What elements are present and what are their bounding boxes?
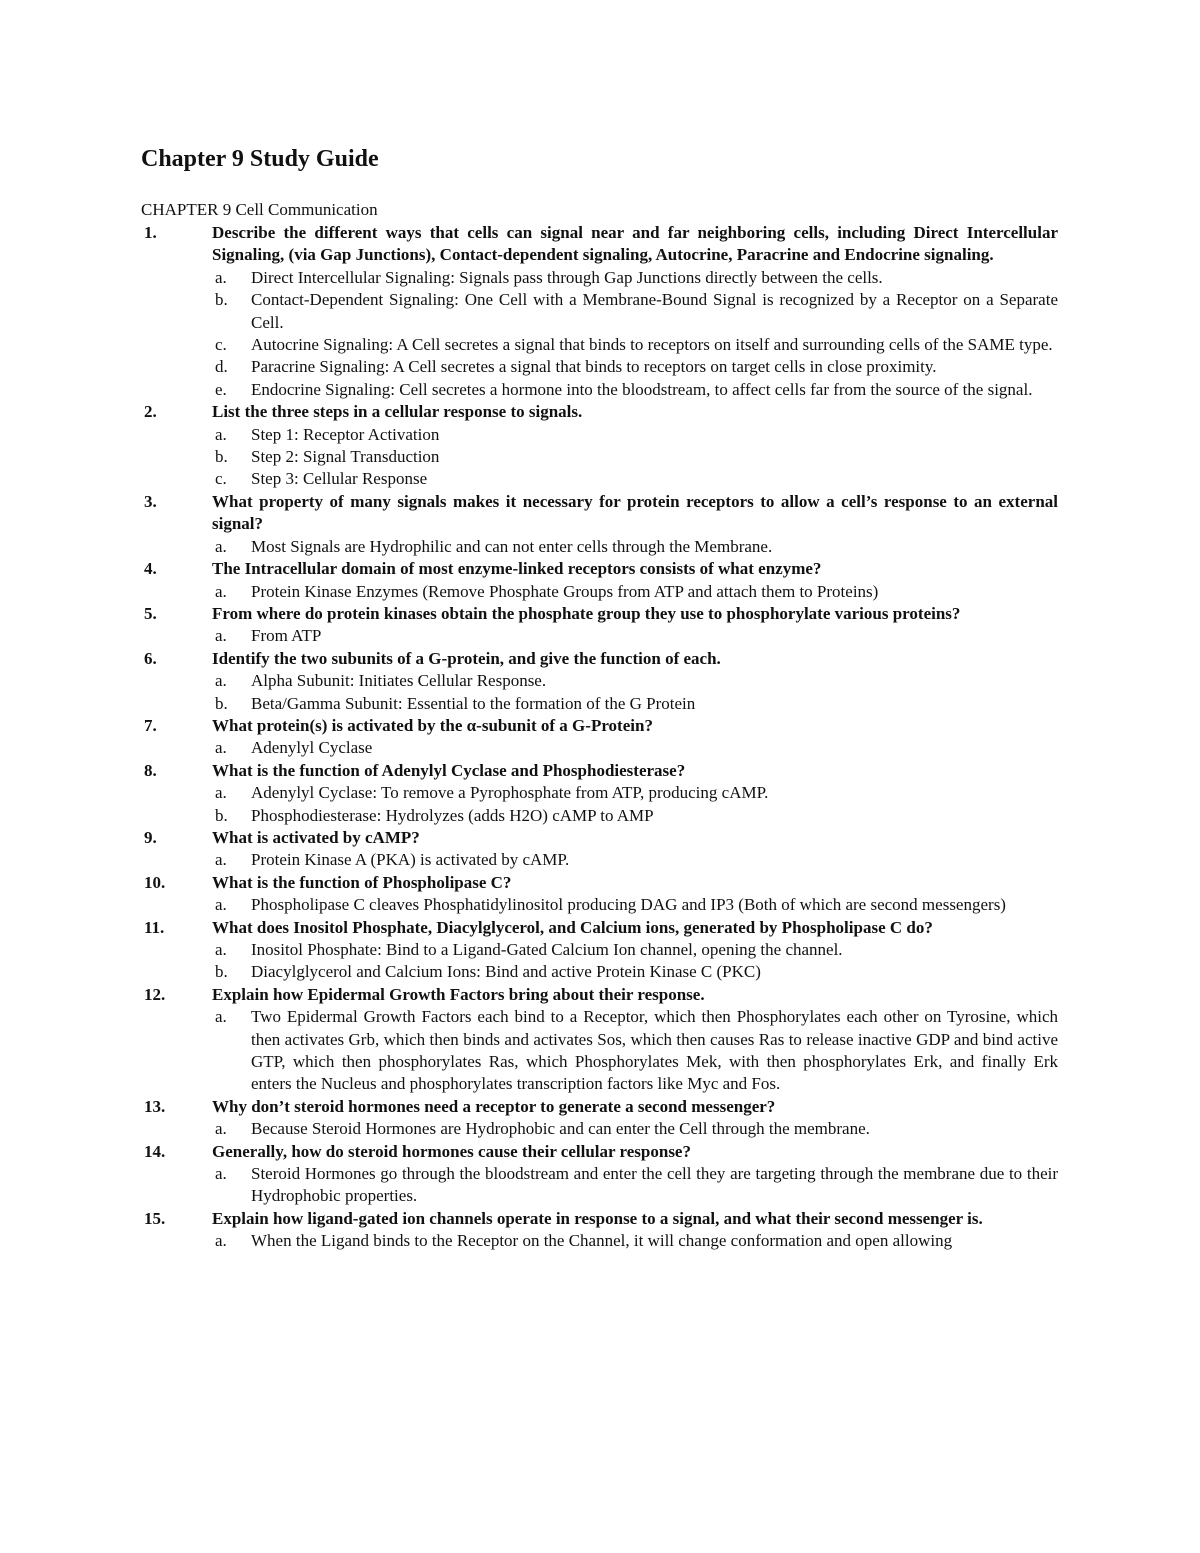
answer-letter: c. xyxy=(215,469,227,489)
question-number: 10. xyxy=(144,872,166,892)
answer-letter: a. xyxy=(215,536,227,556)
answer-letter: a. xyxy=(215,671,227,691)
question-text: Describe the different ways that cells can signal near and far neighboring cells, including Direct Intercellular Signaling, (via Gap Junctions), Contact-dependent signaling, Autocrine, Paracrine and Endocrine signaling. xyxy=(212,223,1058,265)
answer-text: Adenylyl Cyclase xyxy=(251,738,373,758)
question-text: Explain how ligand-gated ion channels operate in response to a signal, and what their second messenger is. xyxy=(212,1208,983,1228)
answer-text: Phospholipase C cleaves Phosphatidylinositol producing DAG and IP3 (Both of which are second messengers) xyxy=(251,895,1006,915)
answer-text: Phosphodiesterase: Hydrolyzes (adds H2O) cAMP to AMP xyxy=(251,805,654,825)
answer-item xyxy=(141,693,1058,715)
question-number: 5. xyxy=(144,603,157,623)
page-title: Chapter 9 Study Guide xyxy=(141,146,379,172)
answer-list xyxy=(141,581,1058,603)
question-number: 14. xyxy=(144,1141,166,1161)
answer-letter: a. xyxy=(215,783,227,803)
answer-list xyxy=(141,849,1058,871)
question-number: 15. xyxy=(144,1208,166,1228)
question-text: List the three steps in a cellular response to signals. xyxy=(212,402,583,422)
answer-list xyxy=(141,625,1058,647)
answer-text: Two Epidermal Growth Factors each bind to a Receptor, which then Phosphorylates each other on Tyrosine, which then activates Grb, which then binds and activates Sos, which then causes Ras to release inactive GDP and bind active GTP, which then phosphorylates Ras, which Phosphorylates Mek, with then phosphorylates Erk, and finally Erk enters the Nucleus and phosphorylates transcription factors like Myc and Fos. xyxy=(251,1007,1058,1094)
answer-text: Step 1: Receptor Activation xyxy=(251,424,440,444)
question-item xyxy=(141,1096,1058,1141)
answer-item xyxy=(141,737,1058,759)
answer-text: Inositol Phosphate: Bind to a Ligand-Gated Calcium Ion channel, opening the channel. xyxy=(251,940,843,959)
answer-letter: e. xyxy=(215,379,227,399)
answer-list xyxy=(141,1006,1058,1096)
answer-letter: c. xyxy=(215,335,227,355)
answer-item xyxy=(141,356,1058,378)
answer-letter: b. xyxy=(215,805,228,825)
question-item xyxy=(141,760,1058,827)
question-number: 4. xyxy=(144,559,157,579)
answer-item xyxy=(141,939,1058,961)
answer-letter: a. xyxy=(215,424,227,444)
chapter-subtitle: CHAPTER 9 Cell Communication xyxy=(141,200,378,219)
question-number: 1. xyxy=(144,223,157,242)
answer-item xyxy=(141,782,1058,804)
question-item xyxy=(141,917,1058,984)
answer-list xyxy=(141,737,1058,759)
question-text: Generally, how do steroid hormones cause their cellular response? xyxy=(212,1141,691,1161)
answer-letter: a. xyxy=(215,738,227,758)
answer-item xyxy=(141,334,1058,356)
answer-text: When the Ligand binds to the Receptor on the Channel, it will change conformation and open allowing xyxy=(251,1231,953,1251)
question-text: Explain how Epidermal Growth Factors bring about their response. xyxy=(212,984,705,1004)
answer-text: Adenylyl Cyclase: To remove a Pyrophosphate from ATP, producing cAMP. xyxy=(251,783,769,803)
answer-item xyxy=(141,581,1058,603)
answer-text: Protein Kinase A (PKA) is activated by cAMP. xyxy=(251,850,570,870)
question-number: 12. xyxy=(144,984,166,1004)
answer-letter: a. xyxy=(215,850,227,870)
question-text: Why don’t steroid hormones need a receptor to generate a second messenger? xyxy=(212,1096,776,1116)
question-item xyxy=(141,827,1058,872)
answer-text: Steroid Hormones go through the bloodstream and enter the cell they are targeting through the membrane due to their Hydrophobic properties. xyxy=(251,1164,1058,1206)
question-number: 6. xyxy=(144,648,157,668)
answer-list xyxy=(141,1118,1058,1140)
question-item xyxy=(141,491,1058,558)
question-item xyxy=(141,1208,1058,1253)
answer-item xyxy=(141,424,1058,446)
answer-list xyxy=(141,1163,1058,1208)
answer-letter: b. xyxy=(215,290,228,310)
question-item xyxy=(141,222,1058,401)
question-number: 7. xyxy=(144,715,157,735)
question-text: What is activated by cAMP? xyxy=(212,827,420,847)
answer-item xyxy=(141,670,1058,692)
answer-list xyxy=(141,782,1058,827)
answer-item xyxy=(141,849,1058,871)
answer-item xyxy=(141,536,1058,558)
question-number: 2. xyxy=(144,402,157,422)
answer-text: Autocrine Signaling: A Cell secretes a signal that binds to receptors on itself and surrounding cells of the SAME type. xyxy=(251,335,1053,355)
answer-letter: b. xyxy=(215,962,228,982)
answer-item xyxy=(141,468,1058,490)
answer-text: From ATP xyxy=(251,626,322,646)
question-number: 11. xyxy=(144,917,165,937)
answer-letter: a. xyxy=(215,1119,227,1139)
question-item xyxy=(141,715,1058,760)
answer-item xyxy=(141,1163,1058,1208)
answer-item xyxy=(141,267,1058,289)
question-list xyxy=(141,222,1058,1253)
question-text: From where do protein kinases obtain the phosphate group they use to phosphorylate various proteins? xyxy=(212,603,961,623)
question-item xyxy=(141,603,1058,648)
answer-item xyxy=(141,1118,1058,1140)
answer-letter: a. xyxy=(215,1231,227,1251)
answer-text: Contact-Dependent Signaling: One Cell with a Membrane-Bound Signal is recognized by a Receptor on a Separate Cell. xyxy=(251,290,1058,332)
answer-text: Because Steroid Hormones are Hydrophobic and can enter the Cell through the membrane. xyxy=(251,1119,870,1139)
answer-text: Step 3: Cellular Response xyxy=(251,469,428,489)
answer-text: Beta/Gamma Subunit: Essential to the formation of the G Protein xyxy=(251,693,696,713)
answer-letter: a. xyxy=(215,581,227,601)
answer-item xyxy=(141,379,1058,401)
answer-text: Step 2: Signal Transduction xyxy=(251,447,440,467)
question-number: 8. xyxy=(144,760,157,780)
answer-item xyxy=(141,289,1058,334)
answer-letter: a. xyxy=(215,940,227,959)
answer-item xyxy=(141,961,1058,983)
answer-item xyxy=(141,446,1058,468)
answer-list xyxy=(141,670,1058,715)
answer-text: Protein Kinase Enzymes (Remove Phosphate Groups from ATP and attach them to Proteins) xyxy=(251,581,879,601)
question-text: What property of many signals makes it necessary for protein receptors to allow a cell’s response to an external signal? xyxy=(212,491,1058,534)
answer-text: Endocrine Signaling: Cell secretes a hormone into the bloodstream, to affect cells far from the source of the signal. xyxy=(251,379,1033,399)
question-text: What is the function of Adenylyl Cyclase and Phosphodiesterase? xyxy=(212,760,686,780)
answer-letter: a. xyxy=(215,895,227,915)
question-item xyxy=(141,984,1058,1096)
answer-text: Most Signals are Hydrophilic and can not enter cells through the Membrane. xyxy=(251,536,773,556)
question-item xyxy=(141,872,1058,917)
answer-letter: a. xyxy=(215,267,227,287)
answer-list xyxy=(141,939,1058,984)
answer-list xyxy=(141,267,1058,401)
answer-list xyxy=(141,424,1058,491)
answer-item xyxy=(141,894,1058,916)
question-item xyxy=(141,1141,1058,1208)
question-text: Identify the two subunits of a G-protein, and give the function of each. xyxy=(212,648,721,668)
answer-letter: d. xyxy=(215,357,228,377)
question-number: 13. xyxy=(144,1096,166,1116)
answer-letter: a. xyxy=(215,626,227,646)
answer-list xyxy=(141,894,1058,916)
answer-item xyxy=(141,1006,1058,1096)
answer-list xyxy=(141,1230,1058,1252)
answer-item xyxy=(141,625,1058,647)
question-item xyxy=(141,401,1058,491)
answer-text: Alpha Subunit: Initiates Cellular Response. xyxy=(251,671,547,691)
question-text: What is the function of Phospholipase C? xyxy=(212,872,512,892)
question-item xyxy=(141,648,1058,715)
question-number: 9. xyxy=(144,827,157,847)
answer-item xyxy=(141,1230,1058,1252)
answer-letter: a. xyxy=(215,1007,227,1027)
question-text: What protein(s) is activated by the α-subunit of a G-Protein? xyxy=(212,715,653,735)
answer-letter: b. xyxy=(215,447,228,467)
question-text: What does Inositol Phosphate, Diacylglycerol, and Calcium ions, generated by Phospholipase C do? xyxy=(212,917,933,937)
question-text: The Intracellular domain of most enzyme-linked receptors consists of what enzyme? xyxy=(212,559,822,579)
answer-text: Paracrine Signaling: A Cell secretes a signal that binds to receptors on target cells in close proximity. xyxy=(251,357,937,377)
answer-text: Diacylglycerol and Calcium Ions: Bind and active Protein Kinase C (PKC) xyxy=(251,962,761,982)
answer-list xyxy=(141,536,1058,558)
answer-letter: a. xyxy=(215,1164,227,1184)
answer-text: Direct Intercellular Signaling: Signals pass through Gap Junctions directly between the cells. xyxy=(251,267,883,287)
answer-item xyxy=(141,805,1058,827)
question-item xyxy=(141,558,1058,603)
question-number: 3. xyxy=(144,491,157,511)
answer-letter: b. xyxy=(215,693,228,713)
